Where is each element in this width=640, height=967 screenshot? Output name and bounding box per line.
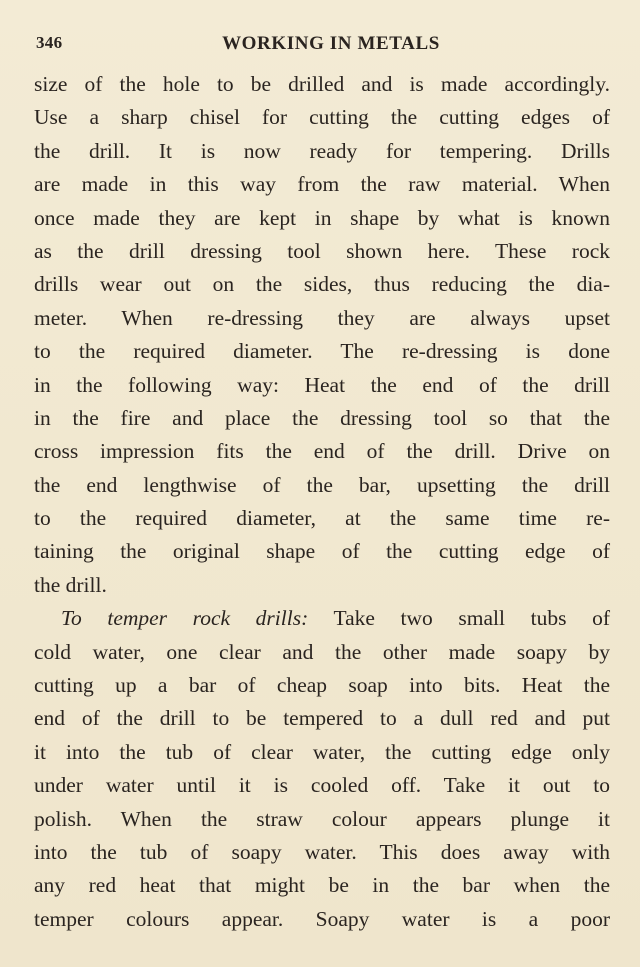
paragraph-2 bbox=[34, 602, 610, 936]
body-text bbox=[34, 68, 610, 936]
page-number: 346 bbox=[36, 33, 63, 52]
text-line: to the required diameter, at the same time re- bbox=[34, 506, 610, 531]
text-line: to the required diameter. The re-dressing is done bbox=[34, 339, 610, 364]
text-line: the end lengthwise of the bar, upsetting the drill bbox=[34, 472, 610, 497]
text-line: meter. When re-dressing they are always upset bbox=[34, 305, 610, 330]
section-lead-italic: To temper rock drills: bbox=[61, 606, 309, 631]
text-line-lead bbox=[34, 602, 610, 635]
text-line: the drill. It is now ready for tempering. Drills bbox=[34, 138, 610, 163]
text-line: the drill. bbox=[34, 572, 107, 597]
text-line: in the fire and place the dressing tool so that the bbox=[34, 405, 610, 430]
text-line: cold water, one clear and the other made soapy by bbox=[34, 639, 610, 664]
text-line: cross impression fits the end of the drill. Drive on bbox=[34, 439, 610, 464]
text-line: it into the tub of clear water, the cutting edge only bbox=[34, 739, 610, 764]
text-line: temper colours appear. Soapy water is a poor bbox=[34, 906, 610, 931]
text-line: end of the drill to be tempered to a dull red and put bbox=[34, 706, 610, 731]
text-line: cutting up a bar of cheap soap into bits. Heat the bbox=[34, 673, 610, 698]
text-line: into the tub of soapy water. This does away with bbox=[34, 839, 610, 864]
text-line: any red heat that might be in the bar when the bbox=[34, 873, 610, 898]
text-line: drills wear out on the sides, thus reducing the dia- bbox=[34, 272, 610, 297]
paragraph-1 bbox=[34, 68, 610, 602]
running-head bbox=[36, 33, 606, 59]
book-title: WORKING IN METALS bbox=[222, 33, 440, 54]
text-line: Use a sharp chisel for cutting the cutting edges of bbox=[34, 105, 610, 130]
text-line: size of the hole to be drilled and is made accordingly. bbox=[34, 72, 610, 96]
section-lead-text: Take two small tubs of bbox=[308, 606, 610, 631]
text-line: are made in this way from the raw material. When bbox=[34, 172, 610, 197]
text-line: taining the original shape of the cutting edge of bbox=[34, 539, 610, 564]
text-line: as the drill dressing tool shown here. These rock bbox=[34, 238, 610, 263]
text-line: in the following way: Heat the end of the drill bbox=[34, 372, 610, 397]
text-line: under water until it is cooled off. Take it out to bbox=[34, 773, 610, 798]
text-line: once made they are kept in shape by what is known bbox=[34, 205, 610, 230]
text-line: polish. When the straw colour appears plunge it bbox=[34, 806, 610, 831]
